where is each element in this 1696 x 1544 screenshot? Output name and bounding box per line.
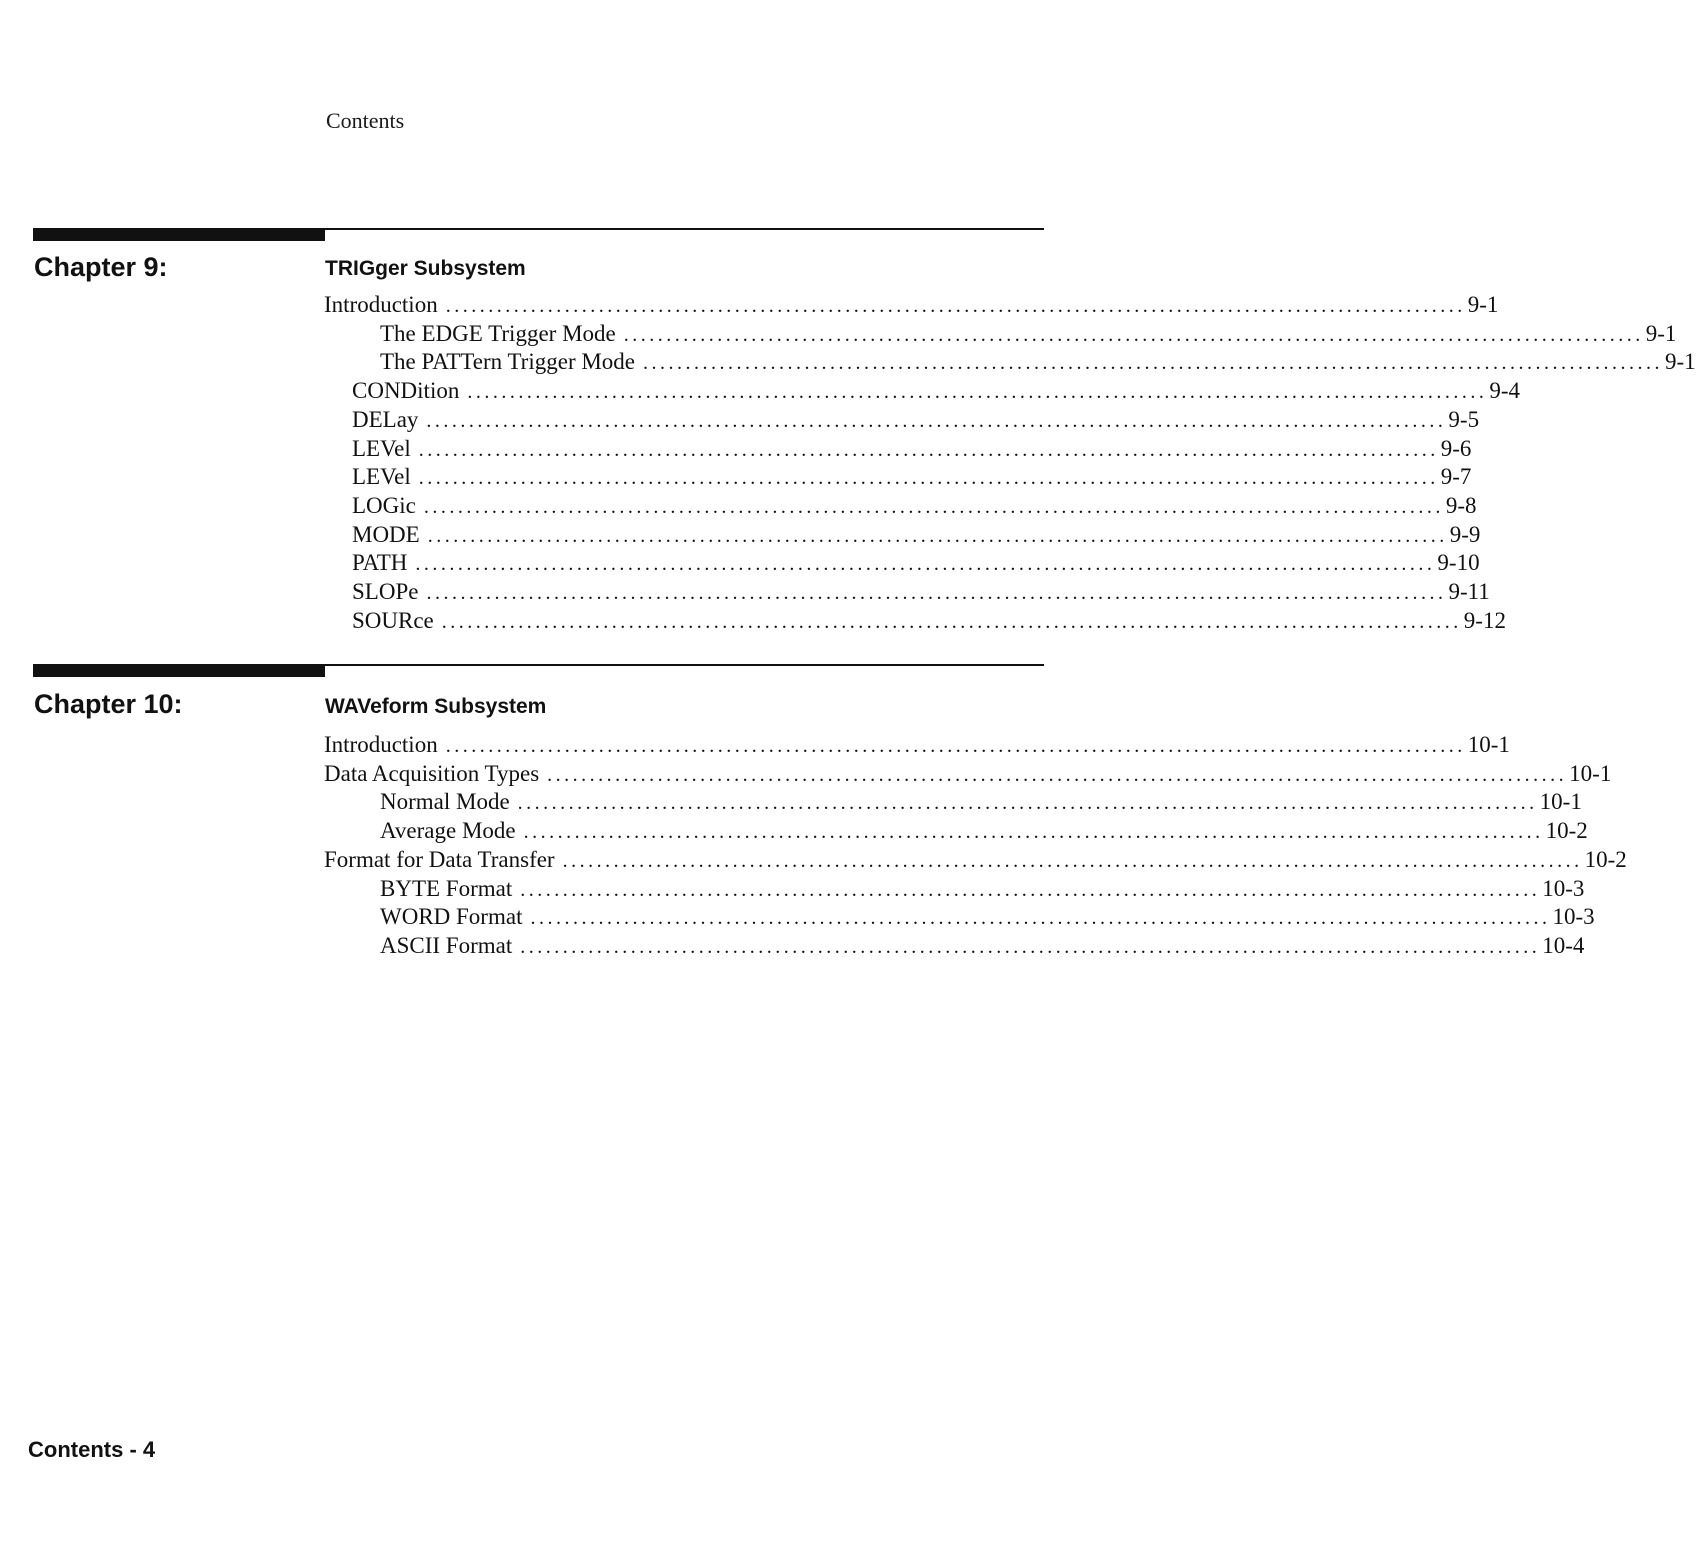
toc-entry bbox=[380, 875, 1585, 903]
toc-entry bbox=[352, 549, 1480, 577]
dot-leader: ........................................................................................................................ bbox=[517, 792, 1538, 814]
chapter-9-label: Chapter 9: bbox=[34, 252, 168, 282]
toc-entry-page: 9-11 bbox=[1448, 579, 1490, 604]
page-footer: Contents - 4 bbox=[28, 1437, 156, 1462]
toc-entry-label: Average Mode bbox=[380, 818, 516, 843]
dot-leader: ........................................................................................................................ bbox=[426, 582, 1447, 604]
chapter-9-rule bbox=[33, 228, 1044, 242]
dot-leader: ........................................................................................................................ bbox=[643, 352, 1664, 374]
dot-leader: ........................................................................................................................ bbox=[415, 553, 1436, 575]
toc-entry bbox=[324, 291, 1499, 319]
toc-entry-label: DELay bbox=[352, 407, 419, 432]
toc-entry-label: SLOPe bbox=[352, 579, 419, 604]
toc-entry-page: 10-4 bbox=[1542, 933, 1585, 958]
dot-leader: ........................................................................................................................ bbox=[623, 324, 1644, 346]
toc-entry bbox=[380, 348, 1696, 376]
dot-leader: ........................................................................................................................ bbox=[445, 735, 1466, 757]
dot-leader: ........................................................................................................................ bbox=[426, 410, 1447, 432]
toc-entry-label: ASCII Format bbox=[380, 933, 513, 958]
toc-entry-page: 10-2 bbox=[1545, 818, 1588, 843]
dot-leader: ........................................................................................................................ bbox=[520, 879, 1541, 901]
toc-entry-page: 9-5 bbox=[1448, 407, 1480, 432]
toc-entry bbox=[352, 406, 1480, 434]
dot-leader: ........................................................................................................................ bbox=[467, 381, 1488, 403]
chapter-10-title: WAVeform Subsystem bbox=[325, 695, 547, 718]
toc-entry-label: Normal Mode bbox=[380, 789, 510, 814]
dot-leader: ........................................................................................................................ bbox=[418, 467, 1439, 489]
dot-leader: ........................................................................................................................ bbox=[562, 850, 1583, 872]
toc-entry-label: LEVel bbox=[352, 436, 411, 461]
toc-entry bbox=[352, 377, 1521, 405]
toc-entry bbox=[352, 492, 1477, 520]
toc-entry-label: Introduction bbox=[324, 292, 438, 317]
toc-entry-label: Format for Data Transfer bbox=[324, 847, 555, 872]
toc-entry-page: 10-2 bbox=[1584, 847, 1627, 872]
toc-entry-label: Data Acquisition Types bbox=[324, 761, 540, 786]
toc-entry-page: 10-3 bbox=[1542, 876, 1585, 901]
toc-entry bbox=[380, 817, 1588, 845]
toc-entry-page: 10-1 bbox=[1467, 732, 1510, 757]
toc-entry-page: 9-1 bbox=[1645, 321, 1677, 346]
toc-entry-page: 10-1 bbox=[1539, 789, 1582, 814]
toc-entry-page: 9-7 bbox=[1440, 464, 1472, 489]
dot-leader: ........................................................................................................................ bbox=[445, 295, 1466, 317]
dot-leader: ........................................................................................................................ bbox=[418, 439, 1439, 461]
chapter-9-title: TRIGger Subsystem bbox=[325, 257, 526, 280]
dot-leader: ........................................................................................................................ bbox=[441, 611, 1462, 633]
dot-leader: ........................................................................................................................ bbox=[520, 936, 1541, 958]
toc-entry-label: WORD Format bbox=[380, 904, 523, 929]
dot-leader: ........................................................................................................................ bbox=[547, 764, 1568, 786]
running-head: Contents bbox=[326, 108, 405, 133]
toc-entry bbox=[352, 463, 1472, 491]
toc-entry bbox=[352, 435, 1472, 463]
toc-entry-page: 9-12 bbox=[1463, 608, 1506, 633]
rule-line bbox=[33, 228, 1044, 230]
toc-entry-label: CONDition bbox=[352, 378, 460, 403]
toc-entry-page: 10-1 bbox=[1569, 761, 1612, 786]
toc-entry bbox=[380, 932, 1585, 960]
toc-entry bbox=[380, 320, 1677, 348]
dot-leader: ........................................................................................................................ bbox=[530, 907, 1551, 929]
dot-leader: ........................................................................................................................ bbox=[523, 821, 1544, 843]
toc-entry bbox=[324, 760, 1612, 788]
toc-entry-page: 9-1 bbox=[1665, 349, 1696, 374]
toc-entry-page: 9-4 bbox=[1489, 378, 1521, 403]
toc-entry-label: The PATTern Trigger Mode bbox=[380, 349, 636, 374]
toc-entry-page: 10-3 bbox=[1552, 904, 1595, 929]
toc-entry-label: The EDGE Trigger Mode bbox=[380, 321, 616, 346]
toc-entry-page: 9-8 bbox=[1445, 493, 1477, 518]
toc-entry-page: 9-10 bbox=[1437, 550, 1480, 575]
toc-entry bbox=[380, 788, 1582, 816]
toc-entry-label: LEVel bbox=[352, 464, 411, 489]
toc-entry bbox=[324, 846, 1627, 874]
toc-entry-label: MODE bbox=[352, 522, 420, 547]
toc-entry-label: SOURce bbox=[352, 608, 434, 633]
dot-leader: ........................................................................................................................ bbox=[427, 525, 1448, 547]
dot-leader: ........................................................................................................................ bbox=[423, 496, 1444, 518]
toc-entry-label: Introduction bbox=[324, 732, 438, 757]
chapter-10-rule bbox=[33, 664, 1044, 678]
toc-entry bbox=[352, 578, 1490, 606]
toc-entry bbox=[324, 731, 1510, 759]
chapter-10-label: Chapter 10: bbox=[34, 689, 183, 719]
toc-entry bbox=[380, 903, 1595, 931]
toc-entry-page: 9-9 bbox=[1449, 522, 1481, 547]
toc-entry-page: 9-1 bbox=[1467, 292, 1499, 317]
toc-entry-label: PATH bbox=[352, 550, 408, 575]
toc-entry bbox=[352, 607, 1506, 635]
toc-entry-label: BYTE Format bbox=[380, 876, 513, 901]
toc-entry-page: 9-6 bbox=[1440, 436, 1472, 461]
toc-entry bbox=[352, 521, 1481, 549]
rule-line bbox=[33, 664, 1044, 666]
toc-entry-label: LOGic bbox=[352, 493, 416, 518]
